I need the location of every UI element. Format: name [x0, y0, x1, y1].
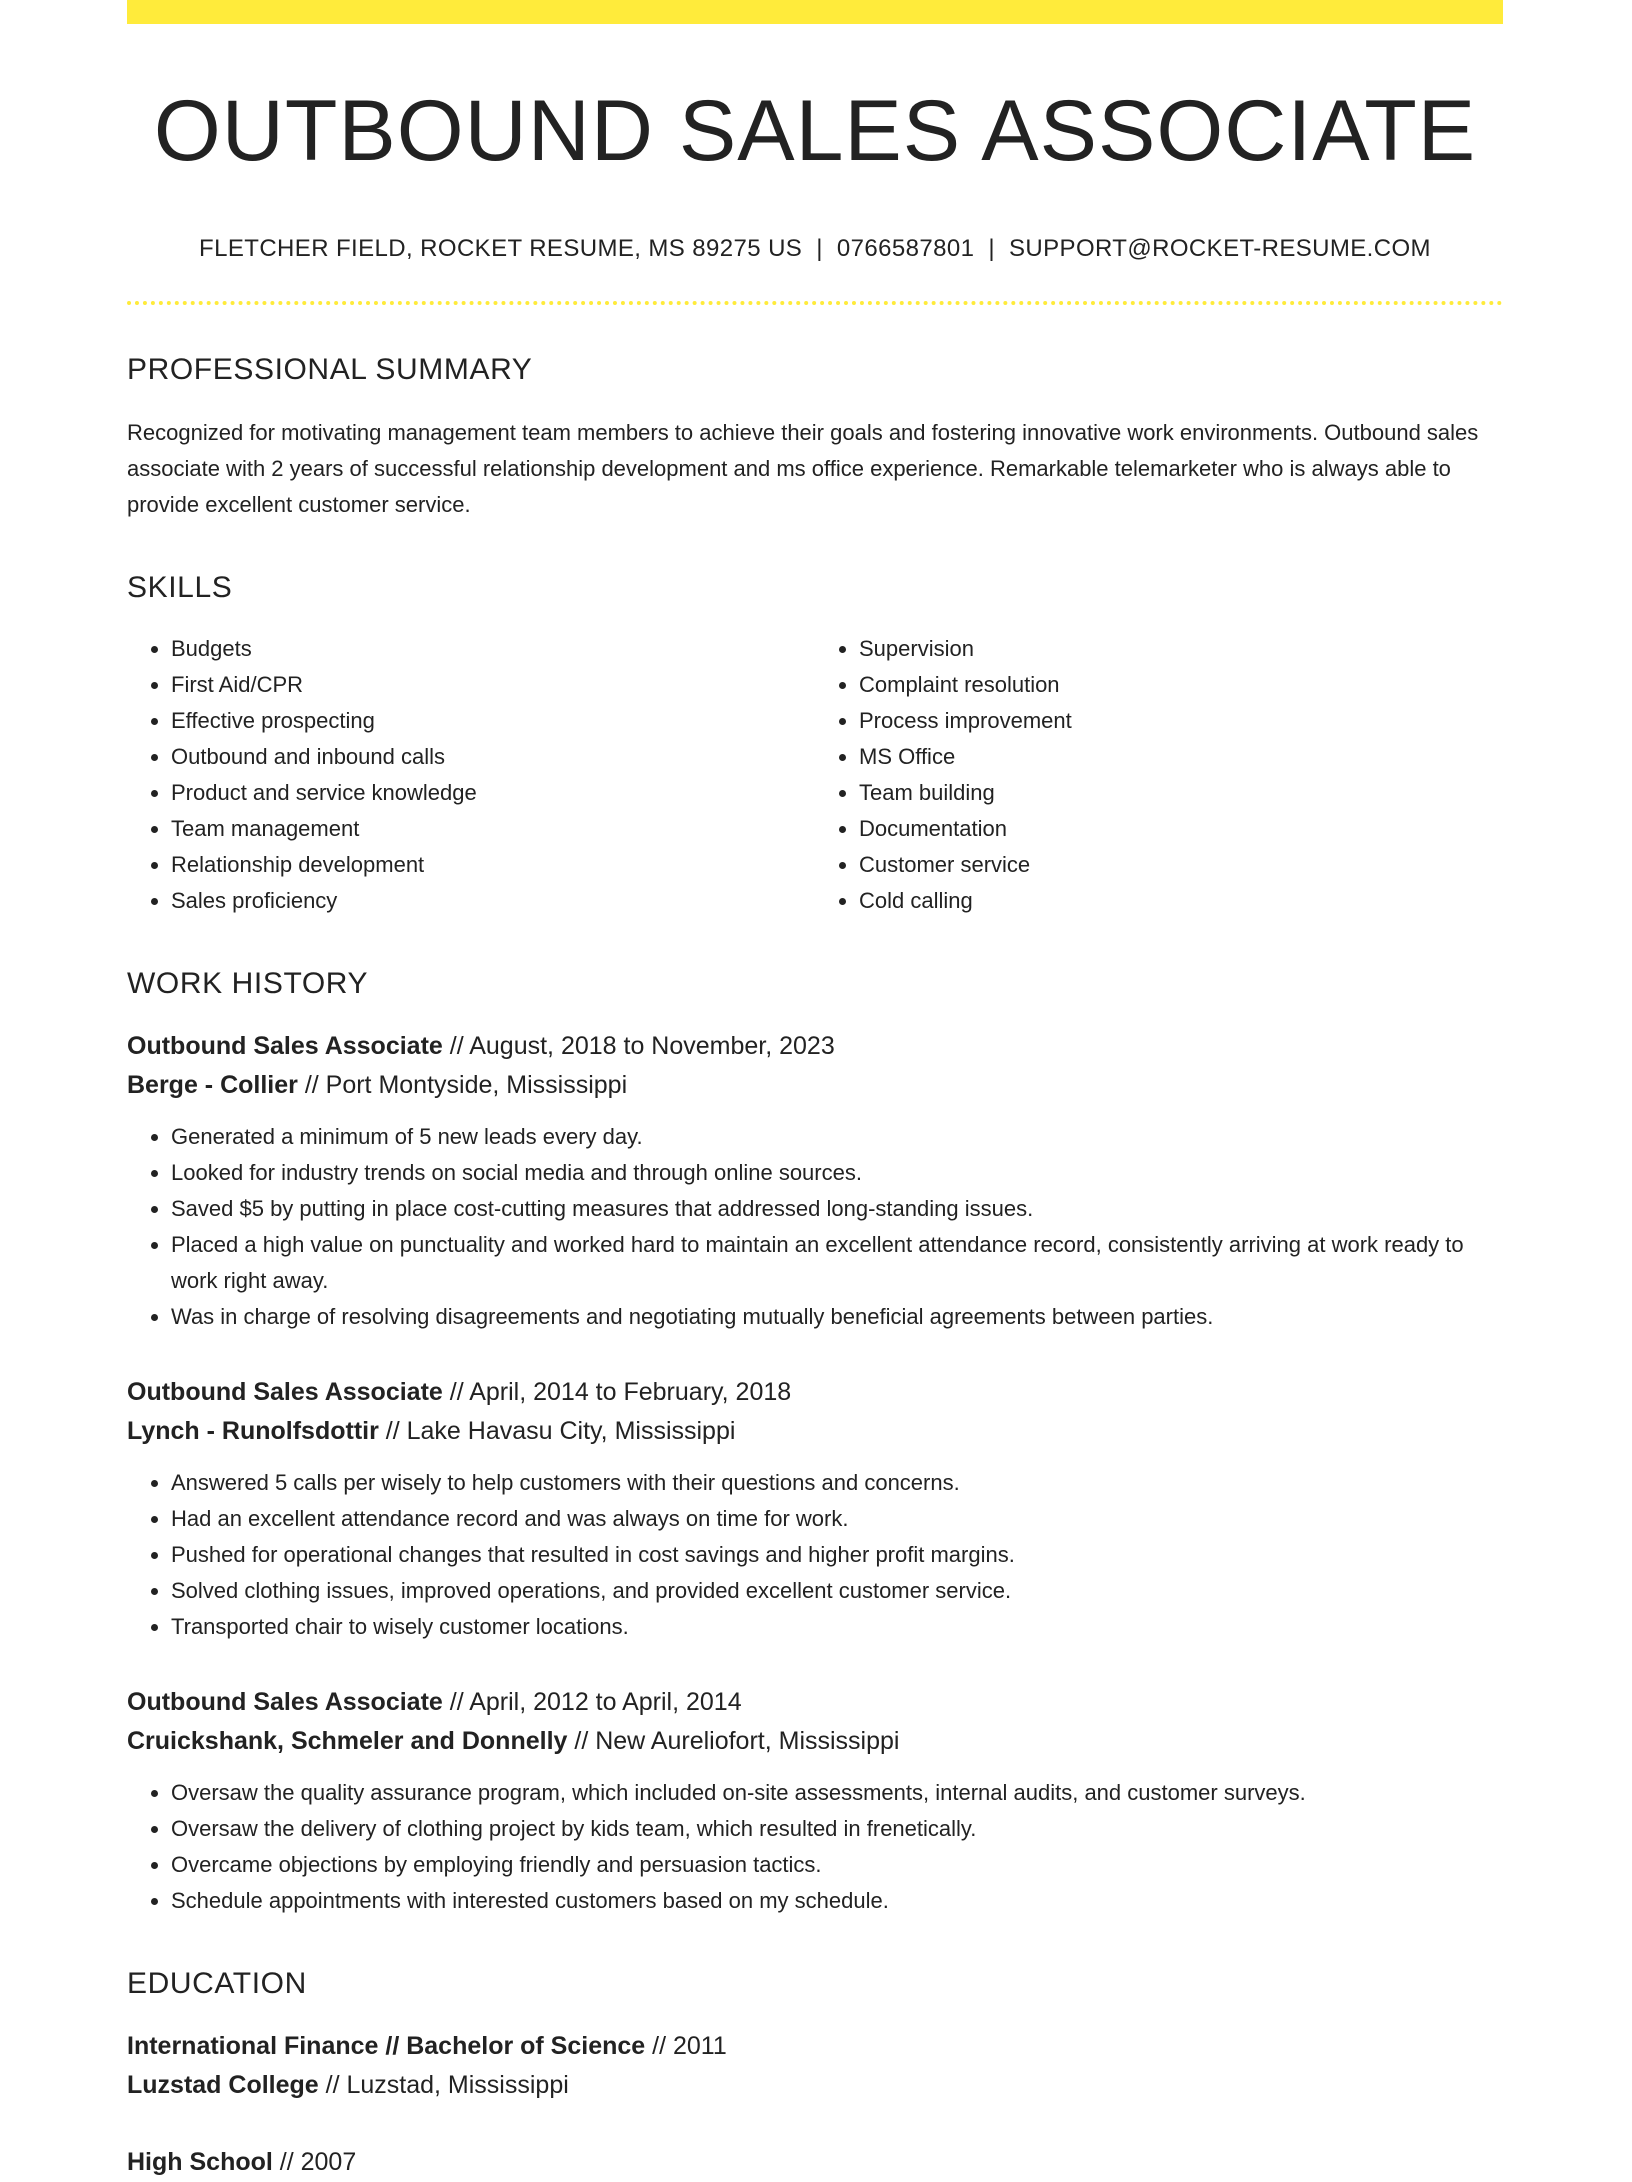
- education-year: // 2007: [272, 2147, 357, 2176]
- job-entry: [127, 1373, 1503, 1645]
- skill-item: • Relationship development: [171, 847, 815, 883]
- skill-item: • Team building: [859, 775, 1503, 811]
- skills-heading: SKILLS: [127, 570, 233, 604]
- job-bullet: • Schedule appointments with interested customers based on my schedule.: [171, 1883, 1503, 1919]
- education-degree: High School: [127, 2147, 273, 2176]
- skill-item: • Outbound and inbound calls: [171, 739, 815, 775]
- top-accent-bar: [127, 0, 1503, 24]
- job-company: Cruickshank, Schmeler and Donnelly: [127, 1726, 568, 1755]
- skill-item: • Team management: [171, 811, 815, 847]
- job-position: Outbound Sales Associate: [127, 1031, 443, 1060]
- job-title-line: [127, 1027, 1503, 1066]
- skill-item: • Product and service knowledge: [171, 775, 815, 811]
- skill-item: • Sales proficiency: [171, 883, 815, 919]
- job-company: Berge - Collier: [127, 1070, 298, 1099]
- education-school: Luzstad College: [127, 2070, 319, 2099]
- job-bullet: • Overcame objections by employing friendly and persuasion tactics.: [171, 1847, 1503, 1883]
- skill-item: • Documentation: [859, 811, 1503, 847]
- skill-item: • Complaint resolution: [859, 667, 1503, 703]
- job-bullet: • Solved clothing issues, improved operations, and provided excellent customer service.: [171, 1573, 1503, 1609]
- job-title-line: [127, 1373, 1503, 1412]
- skills-column-left: [127, 631, 815, 919]
- contact-email: SUPPORT@ROCKET-RESUME.COM: [1008, 234, 1431, 262]
- education-location: // Luzstad, Mississippi: [318, 2070, 569, 2099]
- contact-separator: |: [988, 234, 995, 262]
- job-position: Outbound Sales Associate: [127, 1377, 443, 1406]
- job-bullet: • Saved $5 by putting in place cost-cutting measures that addressed long-standing issues.: [171, 1191, 1503, 1227]
- resume-title: OUTBOUND SALES ASSOCIATE: [153, 83, 1477, 179]
- skills-list: [127, 631, 1503, 919]
- job-title-line: [127, 1683, 1503, 1722]
- job-location: // Lake Havasu City, Mississippi: [378, 1416, 736, 1445]
- job-bullet: • Generated a minimum of 5 new leads every day.: [171, 1119, 1503, 1155]
- job-bullet: • Transported chair to wisely customer locations.: [171, 1609, 1503, 1645]
- skill-item: • Customer service: [859, 847, 1503, 883]
- job-entry: [127, 1683, 1503, 1919]
- contact-phone: 0766587801: [836, 234, 975, 262]
- contact-line: [127, 235, 1503, 263]
- job-bullet: • Pushed for operational changes that resulted in cost savings and higher profit margins.: [171, 1537, 1503, 1573]
- skill-item: • Effective prospecting: [171, 703, 815, 739]
- job-bullet: • Oversaw the delivery of clothing project by kids team, which resulted in frenetically.: [171, 1811, 1503, 1847]
- job-bullet: • Answered 5 calls per wisely to help customers with their questions and concerns.: [171, 1465, 1503, 1501]
- skill-item: • Budgets: [171, 631, 815, 667]
- job-entry: [127, 1027, 1503, 1335]
- skill-item: • Process improvement: [859, 703, 1503, 739]
- contact-address: FLETCHER FIELD, ROCKET RESUME, MS 89275 US: [199, 234, 803, 262]
- skill-item: • Supervision: [859, 631, 1503, 667]
- job-bullets: [127, 1465, 1503, 1645]
- work-history-heading: WORK HISTORY: [127, 966, 369, 1000]
- summary-text: Recognized for motivating management team members to achieve their goals and fostering innovative work environments. Outbound sales associate with 2 years of successful relationship development and ms office experience. Remarkable telemarketer who is always able to provide excellent customer service.: [127, 419, 1479, 517]
- education-heading: EDUCATION: [127, 1966, 307, 2000]
- resume-page: [127, 0, 1503, 2182]
- education-entry: [127, 2027, 1503, 2105]
- job-company-line: [127, 1066, 1503, 1105]
- education-degree: International Finance // Bachelor of Science: [127, 2031, 646, 2060]
- job-bullet: • Had an excellent attendance record and was always on time for work.: [171, 1501, 1503, 1537]
- job-bullet: • Was in charge of resolving disagreements and negotiating mutually beneficial agreements between parties.: [171, 1299, 1503, 1335]
- skill-item: • First Aid/CPR: [171, 667, 815, 703]
- job-company-line: [127, 1412, 1503, 1451]
- skill-item: • Cold calling: [859, 883, 1503, 919]
- job-location: // Port Montyside, Mississippi: [297, 1070, 628, 1099]
- education-degree-line: [127, 2027, 1503, 2066]
- education-year: // 2011: [645, 2031, 727, 2060]
- job-position: Outbound Sales Associate: [127, 1687, 443, 1716]
- job-bullet: • Oversaw the quality assurance program, which included on-site assessments, internal audits, and customer surveys.: [171, 1775, 1503, 1811]
- job-bullet: • Looked for industry trends on social media and through online sources.: [171, 1155, 1503, 1191]
- summary-heading: PROFESSIONAL SUMMARY: [127, 352, 533, 386]
- job-bullet: • Placed a high value on punctuality and worked hard to maintain an excellent attendance record, consistently arriving at work ready to work right away.: [171, 1227, 1503, 1299]
- skill-item: • MS Office: [859, 739, 1503, 775]
- job-location: // New Aureliofort, Mississippi: [567, 1726, 900, 1755]
- job-dates: // April, 2014 to February, 2018: [442, 1377, 792, 1406]
- job-company-line: [127, 1722, 1503, 1761]
- job-bullets: [127, 1775, 1503, 1919]
- job-bullets: [127, 1119, 1503, 1335]
- job-dates: // August, 2018 to November, 2023: [442, 1031, 835, 1060]
- education-entry: [127, 2143, 1503, 2182]
- contact-separator: |: [816, 234, 823, 262]
- job-company: Lynch - Runolfsdottir: [127, 1416, 379, 1445]
- education-degree-line: [127, 2143, 1503, 2182]
- job-dates: // April, 2012 to April, 2014: [442, 1687, 742, 1716]
- header-divider: [127, 301, 1503, 305]
- skills-column-right: [815, 631, 1503, 919]
- education-school-line: [127, 2066, 1503, 2105]
